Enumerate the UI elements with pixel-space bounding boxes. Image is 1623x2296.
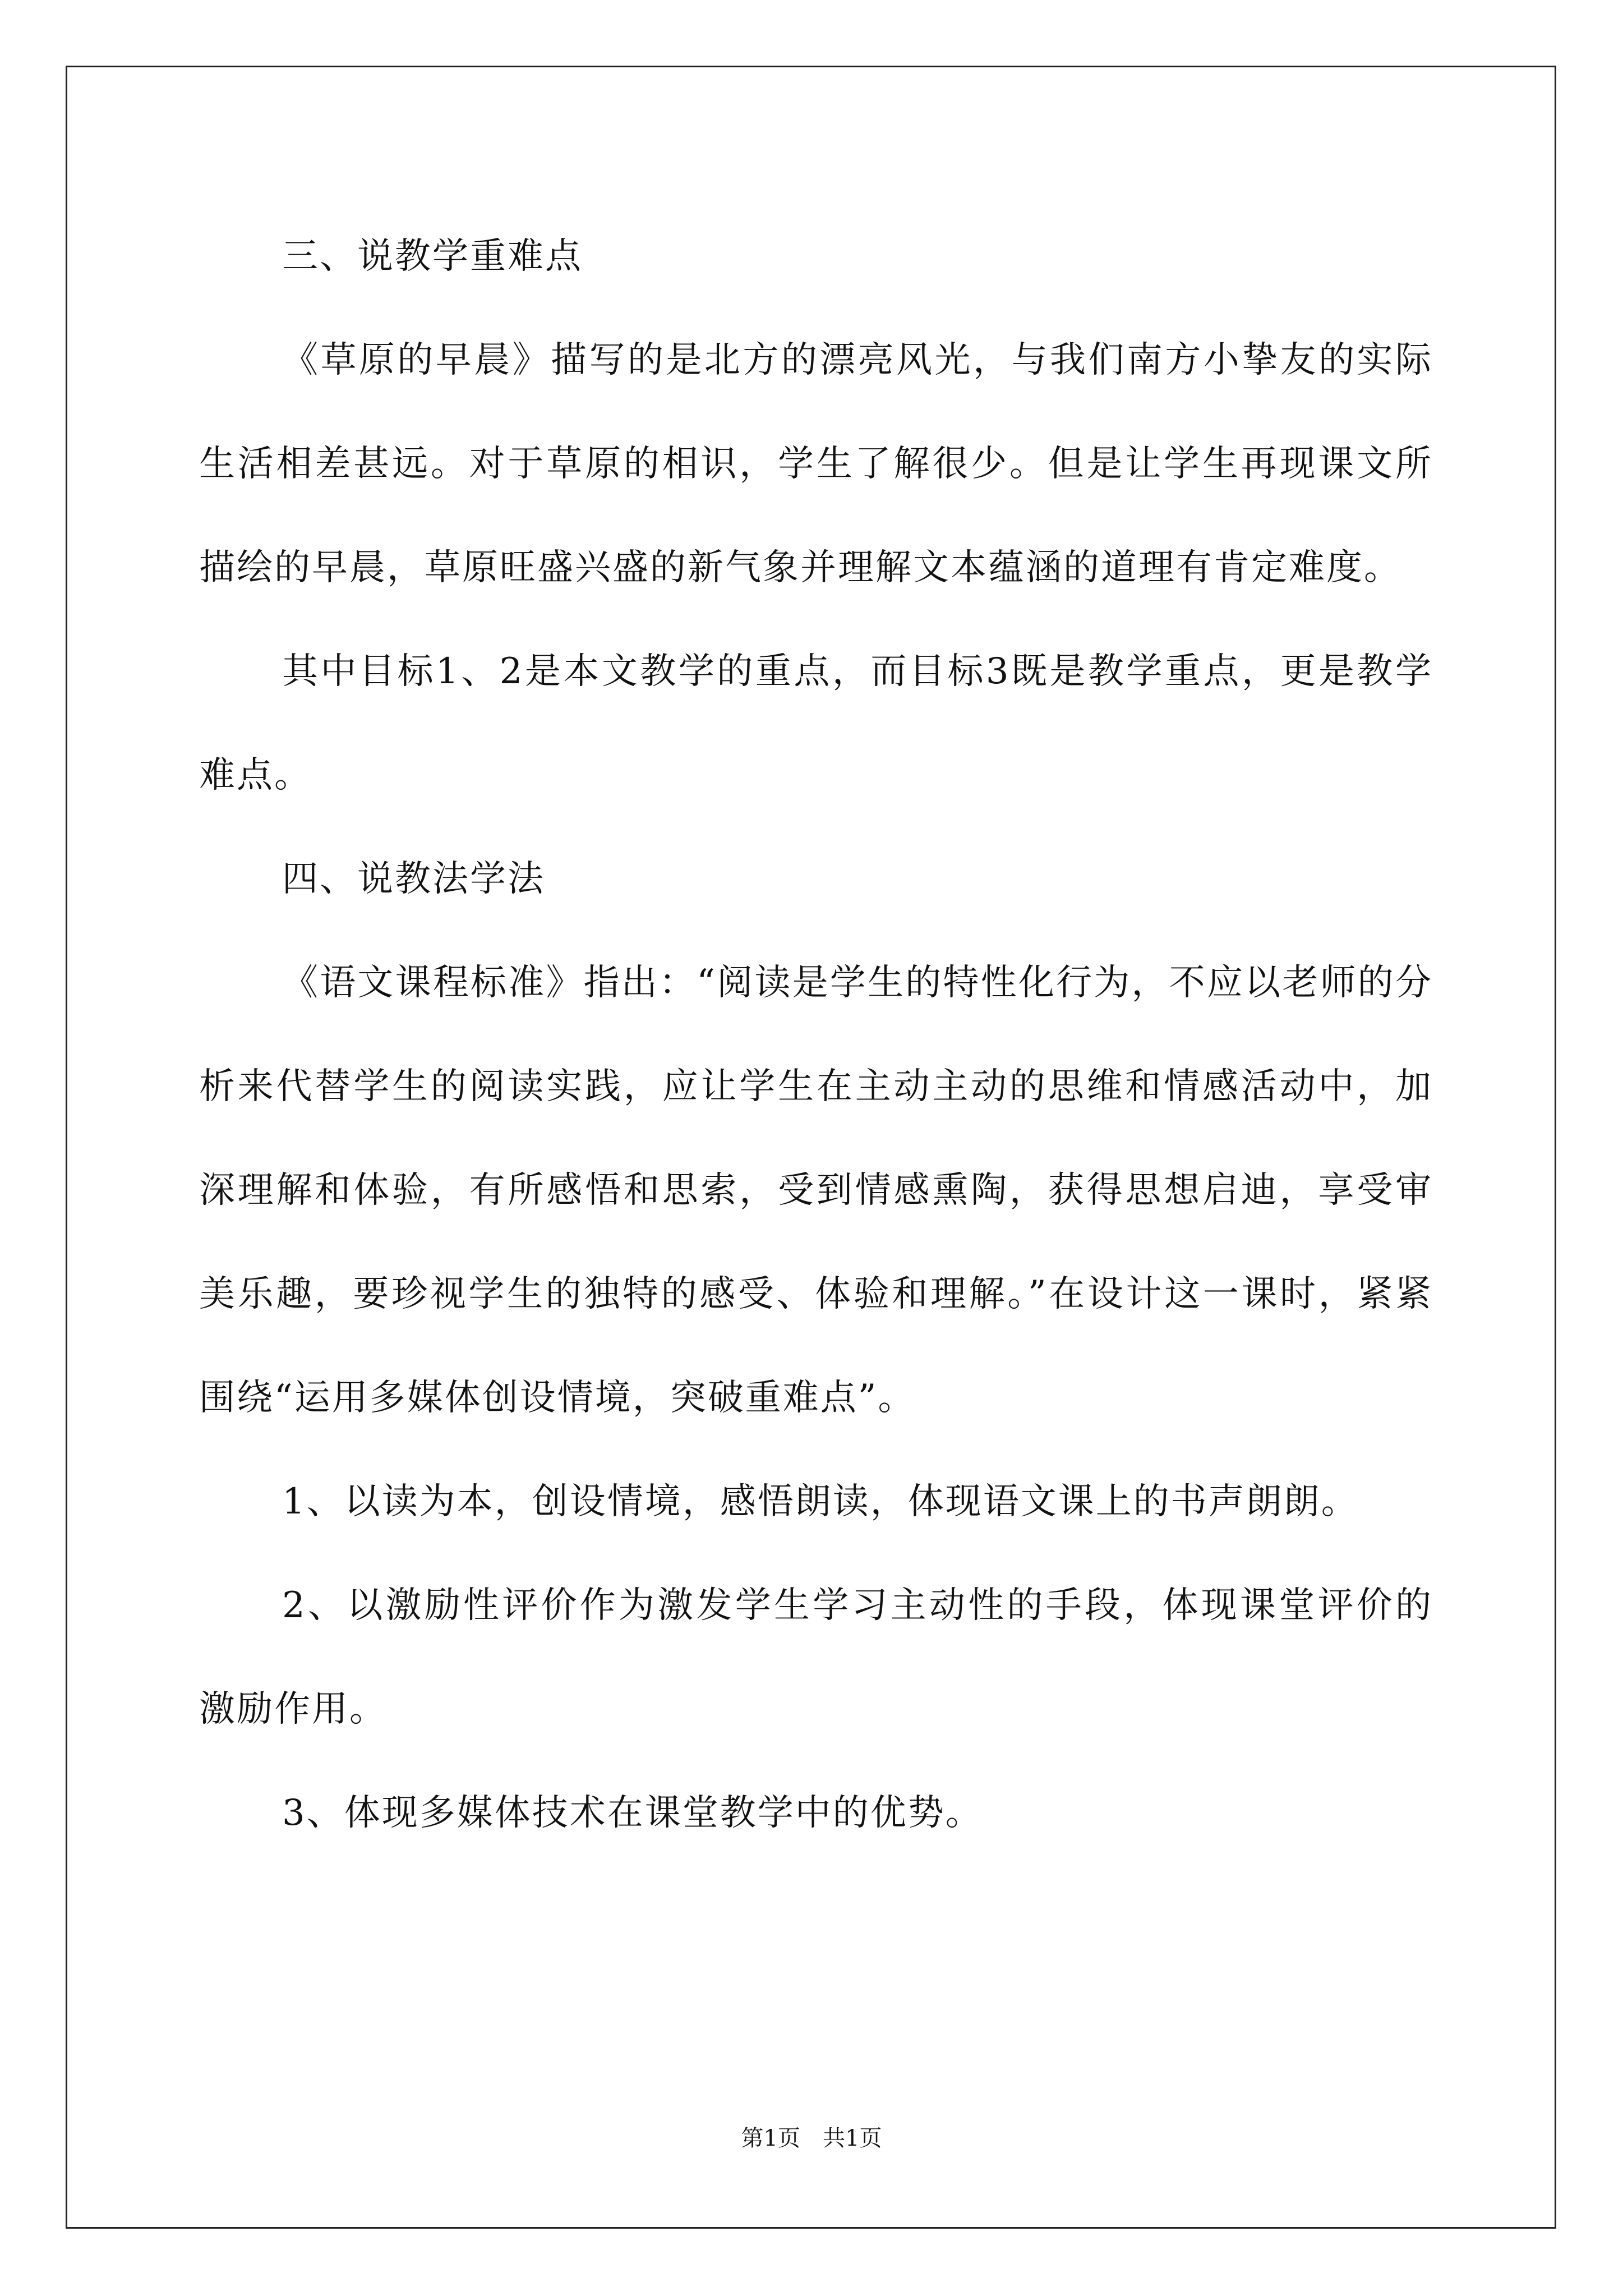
paragraph: 其中目标1、2是本文教学的重点，而目标3既是教学重点，更是教学难点。 xyxy=(199,651,1433,796)
list-item: 1、以读为本，创设情境，感悟朗读，体现语文课上的书声朗朗。 xyxy=(282,1481,1359,1522)
paragraph: 《草原的早晨》描写的是北方的漂亮风光，与我们南方小挚友的实际生活相差甚远。对于草原的相识，学生了解很少。但是让学生再现课文所描绘的早晨，草原旺盛兴盛的新气象并理解文本蕴涵的道理有肯定难度。 xyxy=(199,339,1433,588)
section-heading-3: 三、说教学重难点 xyxy=(282,236,583,277)
list-item: 2、以激励性评价作为激发学生学习主动性的手段，体现课堂评价的激励作用。 xyxy=(199,1585,1433,1730)
list-item: 3、体现多媒体技术在课堂教学中的优势。 xyxy=(282,1792,983,1834)
paragraph: 《语文课程标准》指出：“阅读是学生的特性化行为，不应以老师的分析来代替学生的阅读实践，应让学生在主动主动的思维和情感活动中，加深理解和体验，有所感悟和思索，受到情感熏陶，获得思想启迪，享受审美乐趣，要珍视学生的独特的感受、体验和理解。”在设计这一课时，紧紧围绕“运用多媒体创设情境，突破重难点”。 xyxy=(199,962,1433,1419)
page-footer: 第1页 共1页 xyxy=(741,2125,882,2151)
section-heading-4: 四、说教法学法 xyxy=(282,858,545,900)
document-body xyxy=(199,205,1433,1865)
